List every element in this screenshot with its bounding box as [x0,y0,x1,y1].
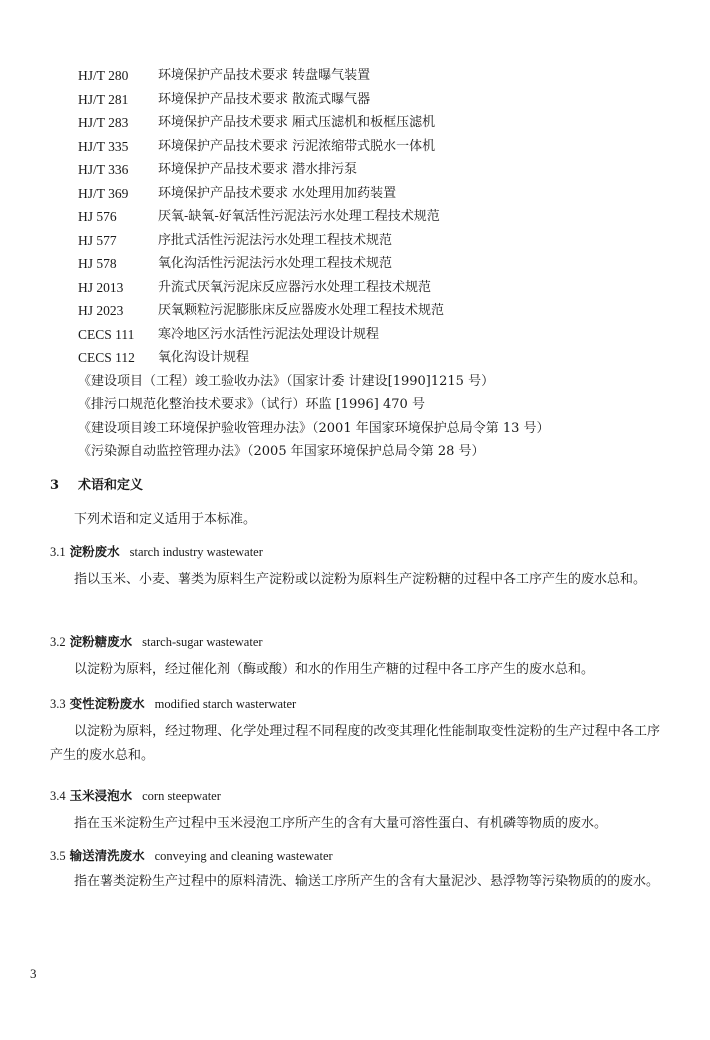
reference-code: HJ 2023 [78,303,124,318]
term-definition [50,720,660,768]
reference-item [78,182,678,206]
term-definition-text: 指在玉米淀粉生产过程中玉米浸泡工序所产生的含有大量可溶性蛋白、有机磷等物质的废水。 [74,816,608,831]
regulation-item: 《排污口规范化整治技术要求》（试行）环监 [1996] 470 号 [78,397,425,412]
term-definition [50,812,660,836]
term-number: 3.5 [50,849,66,863]
term-english: starch-sugar wastewater [142,635,263,649]
reference-title: 环境保护产品技术要求 散流式曝气器 [158,91,371,107]
term-english: starch industry wastewater [129,545,263,559]
term-number: 3.4 [50,789,66,803]
reference-item [78,323,678,347]
term-number: 3.1 [50,545,66,559]
reference-code: HJ/T 336 [78,162,129,177]
term-english: modified starch wasterwater [154,697,297,711]
reference-item [78,205,678,229]
section-intro [50,508,660,532]
term-heading [50,632,660,650]
term-definition-text: 指以玉米、小麦、薯类为原料生产淀粉或以淀粉为原料生产淀粉糖的过程中各工序产生的废水总和。 [74,572,647,587]
reference-item [78,229,678,253]
reference-title: 环境保护产品技术要求 水处理用加药装置 [158,185,397,201]
term-definition-text: 指在薯类淀粉生产过程中的原料清洗、输送工序所产生的含有大量泥沙、悬浮物等污染物质的的废水。 [74,874,660,889]
reference-code: HJ/T 283 [78,115,129,130]
reference-code: HJ 576 [78,209,117,224]
reference-title: 环境保护产品技术要求 潜水排污泵 [158,162,358,177]
regulation-item: 《污染源自动监控管理办法》（2005 年国家环境保护总局令第 28 号） [78,444,485,459]
term-chinese: 输送清洗废水 [69,848,145,863]
term-chinese: 淀粉废水 [69,544,120,559]
term-chinese: 变性淀粉废水 [69,696,145,711]
term-heading [50,786,660,804]
term-definition [50,568,660,592]
reference-title: 环境保护产品技术要求 厢式压滤机和板框压滤机 [158,115,436,130]
term-heading [50,694,660,712]
reference-item [78,135,678,159]
reference-code: CECS 111 [78,326,135,342]
term-english: conveying and cleaning wastewater [154,849,333,863]
reference-code: HJ/T 280 [78,68,129,83]
reference-title: 厌氧-缺氧-好氧活性污泥法污水处理工程技术规范 [158,209,440,224]
reference-title: 升流式厌氧污泥床反应器污水处理工程技术规范 [158,279,432,295]
reference-title: 环境保护产品技术要求 污泥浓缩带式脱水一体机 [158,138,436,154]
reference-item [78,299,678,323]
reference-item [78,64,678,88]
reference-title: 环境保护产品技术要求 转盘曝气装置 [158,68,371,83]
regulation-item: 《建设项目（工程）竣工验收办法》（国家计委 计建设[1990]1215 号） [78,373,495,389]
reference-item [78,252,678,276]
reference-title: 氧化沟设计规程 [158,350,250,365]
reference-title: 厌氧颗粒污泥膨胀床反应器废水处理工程技术规范 [158,303,445,318]
term-definition-text: 以淀粉为原料，经过物理、化学处理过程不同程度的改变其理化性能制取变性淀粉的生产过程中各工序产生的废水总和。 [50,724,660,763]
term-definition [50,870,660,894]
reference-item [78,158,678,182]
reference-item [78,111,678,135]
reference-title: 寒冷地区污水活性污泥法处理设计规程 [158,326,380,342]
section-heading [50,474,660,493]
term-number: 3.2 [50,635,66,649]
reference-code: HJ/T 281 [78,91,129,107]
page-number: 3 [30,966,37,981]
term-heading [50,846,660,864]
reference-code: HJ 2013 [78,279,124,295]
term-heading [50,542,660,560]
reference-item [78,276,678,300]
term-chinese: 玉米浸泡水 [69,788,133,803]
reference-code: HJ/T 335 [78,138,129,154]
reference-title: 氧化沟活性污泥法污水处理工程技术规范 [158,256,393,271]
term-chinese: 淀粉糖废水 [69,634,133,649]
regulation-item: 《建设项目竣工环境保护验收管理办法》（2001 年国家环境保护总局令第 13 号） [78,420,550,436]
reference-item [78,346,678,370]
reference-item [78,88,678,112]
term-definition [50,658,660,682]
reference-code: CECS 112 [78,350,135,365]
reference-title: 序批式活性污泥法污水处理工程技术规范 [158,232,393,248]
reference-code: HJ 578 [78,256,117,271]
section-number: 3 [50,478,60,493]
term-definition-text: 以淀粉为原料，经过催化剂（酶或酸）和水的作用生产糖的过程中各工序产生的废水总和。 [74,662,595,677]
term-number: 3.3 [50,697,66,711]
reference-standards-list [78,64,678,464]
term-english: corn steepwater [142,789,221,803]
reference-code: HJ 577 [78,232,117,248]
reference-code: HJ/T 369 [78,185,129,201]
section-title: 术语和定义 [78,478,144,493]
section-intro-text: 下列术语和定义适用于本标准。 [74,512,257,527]
